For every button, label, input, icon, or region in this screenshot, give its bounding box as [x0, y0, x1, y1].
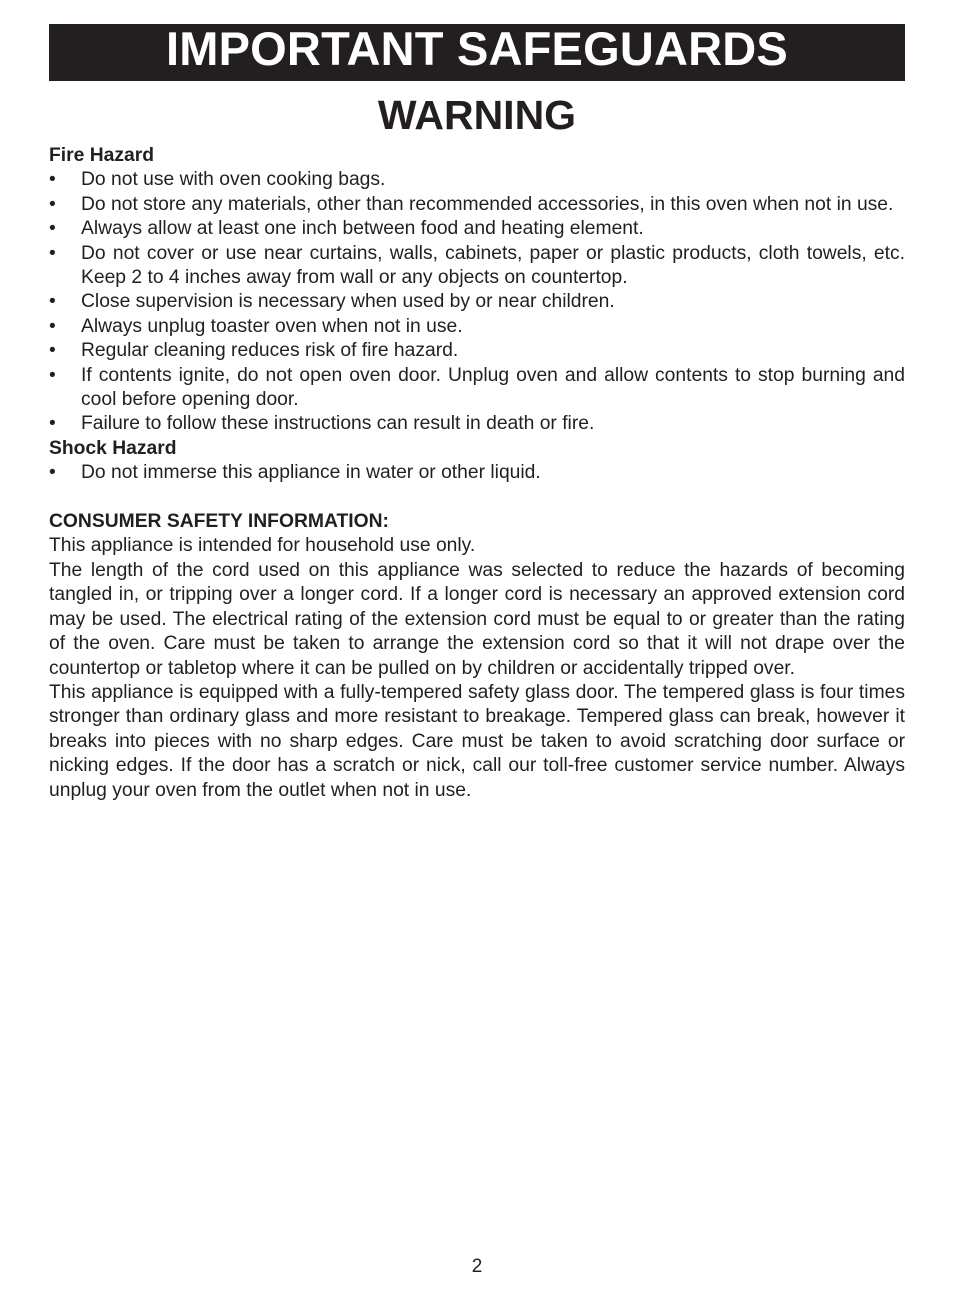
consumer-safety-paragraph: The length of the cord used on this appliance was selected to reduce the hazards of becoming tangled in, or tripping over a longer cord. If a longer cord is necessary an approved extension cord may be used. The electrical rating of the extension cord must be equal to or greater than the rating of the oven. Care must be taken to arrange the extension cord so that it will not drape over the countertop or tabletop where it can be pulled on by children or accidentally tripped over.	[49, 559, 905, 679]
list-item-text: Do not use with oven cooking bags.	[81, 169, 386, 191]
list-item	[49, 364, 905, 413]
bullet-icon: •	[49, 364, 56, 386]
bullet-icon: •	[49, 315, 56, 337]
consumer-safety-paragraph: This appliance is intended for household use only.	[49, 535, 476, 557]
fire-hazard-list	[49, 168, 905, 436]
list-item	[49, 412, 905, 436]
list-item	[49, 193, 905, 217]
list-item-text: Always unplug toaster oven when not in use.	[81, 315, 463, 337]
page-number: 2	[471, 1256, 483, 1277]
list-item	[49, 168, 905, 192]
list-item-text: Close supervision is necessary when used by or near children.	[81, 291, 615, 313]
list-item-text: Regular cleaning reduces risk of fire hazard.	[81, 340, 459, 362]
bullet-icon: •	[49, 193, 56, 215]
list-item-text: Do not store any materials, other than recommended accessories, in this oven when not in use.	[81, 193, 894, 215]
bullet-icon: •	[49, 169, 56, 191]
list-item-text: If contents ignite, do not open oven door. Unplug oven and allow contents to stop burning and cool before opening door.	[81, 364, 905, 411]
bullet-icon: •	[49, 218, 56, 240]
consumer-safety-heading: CONSUMER SAFETY INFORMATION:	[49, 511, 389, 533]
bullet-icon: •	[49, 413, 56, 435]
shock-hazard-heading: Shock Hazard	[49, 437, 177, 459]
list-item	[49, 315, 905, 339]
list-item-text: Do not immerse this appliance in water or other liquid.	[81, 462, 541, 484]
section-spacer	[49, 486, 905, 510]
shock-hazard-list	[49, 461, 905, 485]
list-item-text: Do not cover or use near curtains, walls, cabinets, paper or plastic products, cloth towels, etc. Keep 2 to 4 inches away from wall or any objects on countertop.	[81, 242, 905, 289]
fire-hazard-heading: Fire Hazard	[49, 145, 155, 166]
list-item-text: Always allow at least one inch between food and heating element.	[81, 218, 644, 240]
bullet-icon: •	[49, 291, 56, 313]
bullet-icon: •	[49, 242, 56, 264]
main-content	[49, 144, 905, 803]
list-item-text: Failure to follow these instructions can result in death or fire.	[81, 413, 595, 435]
list-item	[49, 242, 905, 291]
list-item	[49, 290, 905, 314]
warning-heading: WARNING	[377, 92, 577, 138]
list-item	[49, 461, 905, 485]
bullet-icon: •	[49, 340, 56, 362]
list-item	[49, 339, 905, 363]
list-item	[49, 217, 905, 241]
page-banner-title: IMPORTANT SAFEGUARDS	[49, 24, 905, 81]
consumer-safety-paragraph: This appliance is equipped with a fully-tempered safety glass door. The tempered glass is four times stronger than ordinary glass and more resistant to breakage. Tempered glass can break, however it breaks into pieces with no sharp edges. Care must be taken to avoid scratching door surface or nicking edges. If the door has a scratch or nick, call our toll-free customer service number. Always unplug your oven from the outlet when not in use.	[49, 681, 905, 801]
bullet-icon: •	[49, 462, 56, 484]
